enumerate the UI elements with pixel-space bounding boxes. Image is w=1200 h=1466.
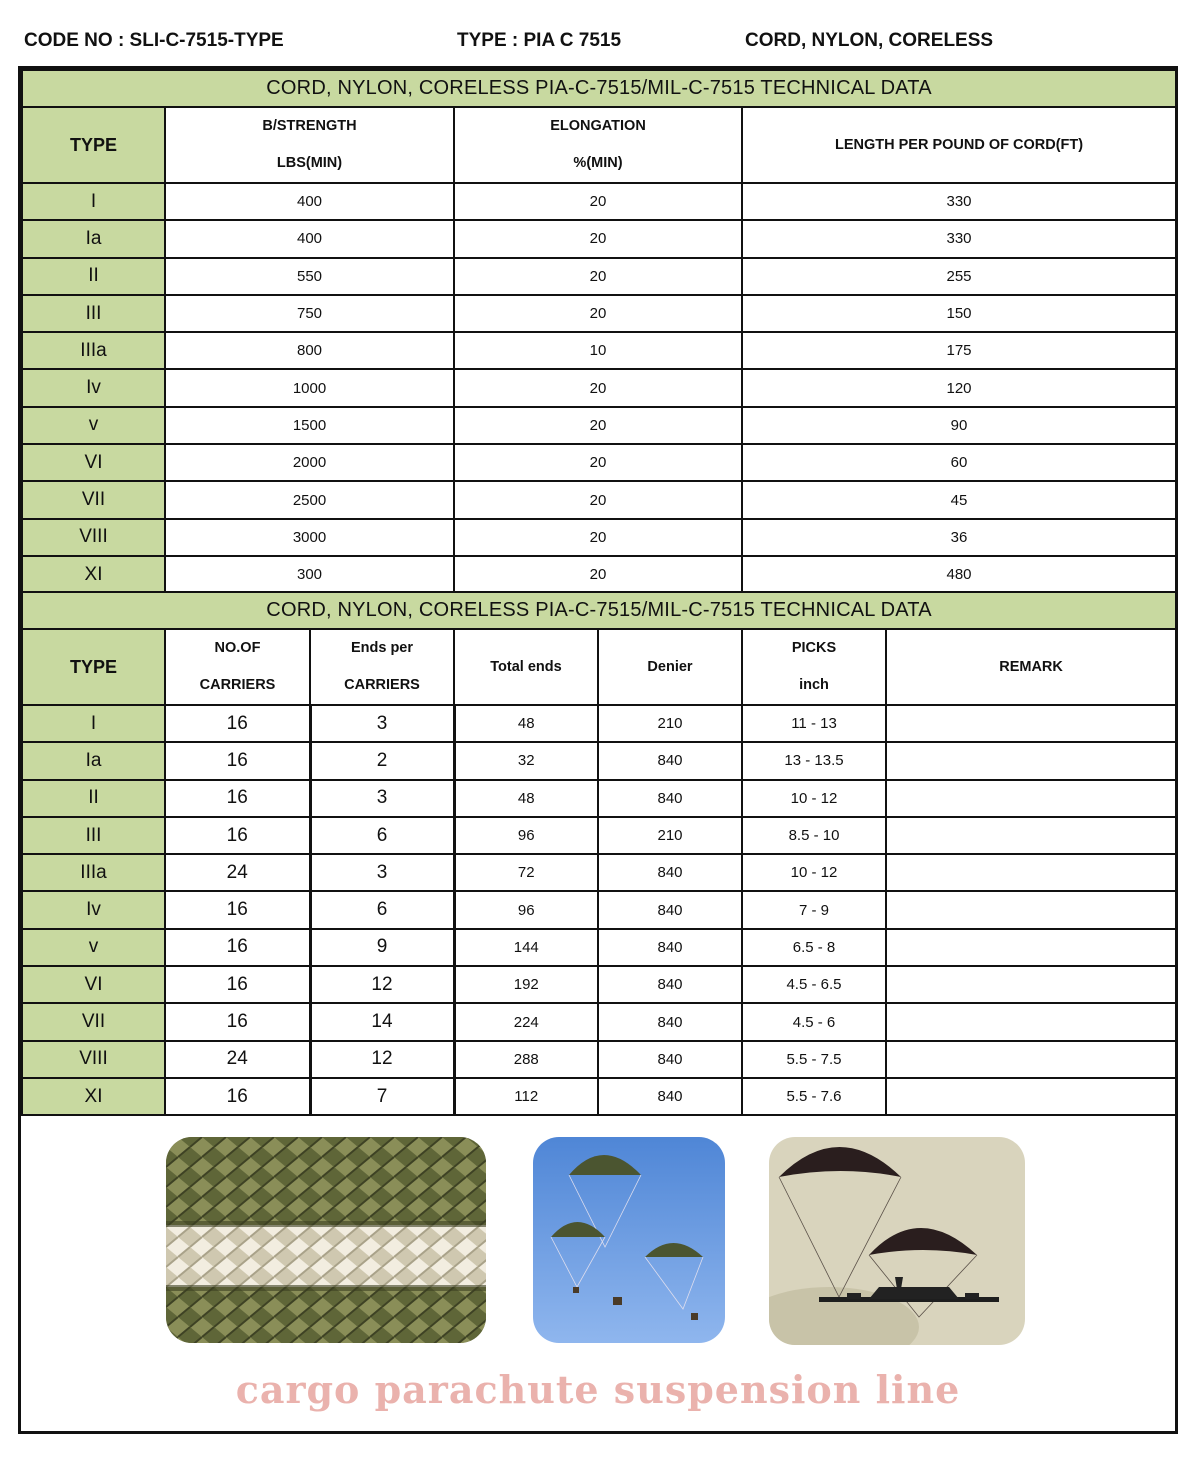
- table-row: [22, 220, 1176, 257]
- carriers-cell: 24: [165, 854, 310, 891]
- carriers-cell: 16: [165, 780, 310, 817]
- table-row: [22, 817, 1176, 854]
- carriers-cell: 16: [165, 817, 310, 854]
- table-row: [22, 705, 1176, 742]
- length-cell: 330: [742, 183, 1176, 220]
- elongation-header: [454, 107, 742, 183]
- total-ends-cell: 96: [454, 891, 598, 928]
- total-ends-cell: 288: [454, 1041, 598, 1078]
- ends-cell: 2: [310, 742, 454, 779]
- denier-cell: 210: [598, 817, 742, 854]
- picks-cell: 4.5 - 6.5: [742, 966, 886, 1003]
- length-cell: 90: [742, 407, 1176, 444]
- ends-cell: 9: [310, 929, 454, 966]
- elongation-header-line1: ELONGATION: [550, 118, 646, 134]
- table-row: [22, 407, 1176, 444]
- total-ends-header: Total ends: [454, 629, 598, 705]
- strength-cell: 2000: [165, 444, 454, 481]
- denier-cell: 840: [598, 1003, 742, 1040]
- strength-cell: 3000: [165, 519, 454, 556]
- table-row: [22, 332, 1176, 369]
- carriers-header-line1: NO.OF: [214, 640, 261, 656]
- length-cell: 330: [742, 220, 1176, 257]
- elongation-cell: 20: [454, 407, 742, 444]
- product-description: CORD, NYLON, CORELESS: [745, 30, 994, 51]
- elongation-cell: 20: [454, 519, 742, 556]
- technical-data-table-strength: [21, 69, 1177, 594]
- picks-header: [742, 629, 886, 705]
- parachute-drop-sky-photo-icon: [533, 1137, 725, 1343]
- type-cell: v: [22, 929, 165, 966]
- ends-header: [310, 629, 454, 705]
- table-row: [22, 891, 1176, 928]
- total-ends-cell: 112: [454, 1078, 598, 1115]
- carriers-header: [165, 629, 310, 705]
- total-ends-cell: 48: [454, 780, 598, 817]
- type-cell: II: [22, 780, 165, 817]
- total-ends-cell: 72: [454, 854, 598, 891]
- table-row: [22, 929, 1176, 966]
- type-cell: v: [22, 407, 165, 444]
- denier-cell: 840: [598, 966, 742, 1003]
- length-cell: 255: [742, 258, 1176, 295]
- table-row: [22, 295, 1176, 332]
- type-cell: VI: [22, 966, 165, 1003]
- length-header: LENGTH PER POUND OF CORD(FT): [742, 107, 1176, 183]
- carriers-cell: 16: [165, 742, 310, 779]
- denier-cell: 210: [598, 705, 742, 742]
- total-ends-cell: 192: [454, 966, 598, 1003]
- denier-cell: 840: [598, 929, 742, 966]
- type-cell: XI: [22, 1078, 165, 1115]
- length-cell: 45: [742, 481, 1176, 518]
- type-cell: VII: [22, 1003, 165, 1040]
- table-row: [22, 1078, 1176, 1115]
- length-cell: 480: [742, 556, 1176, 593]
- denier-cell: 840: [598, 1078, 742, 1115]
- strength-cell: 400: [165, 220, 454, 257]
- strength-header: [165, 107, 454, 183]
- carriers-cell: 16: [165, 1003, 310, 1040]
- carriers-cell: 16: [165, 1078, 310, 1115]
- denier-cell: 840: [598, 780, 742, 817]
- ends-cell: 3: [310, 705, 454, 742]
- ends-cell: 12: [310, 966, 454, 1003]
- elongation-cell: 20: [454, 556, 742, 593]
- ends-header-line1: Ends per: [350, 640, 414, 656]
- elongation-header-line2: %(MIN): [573, 155, 623, 171]
- ends-cell: 6: [310, 817, 454, 854]
- total-ends-cell: 32: [454, 742, 598, 779]
- total-ends-cell: 96: [454, 817, 598, 854]
- ends-cell: 3: [310, 854, 454, 891]
- type-cell: Iv: [22, 369, 165, 406]
- strength-cell: 800: [165, 332, 454, 369]
- type-cell: VIII: [22, 1041, 165, 1078]
- picks-cell: 7 - 9: [742, 891, 886, 928]
- length-cell: 175: [742, 332, 1176, 369]
- type-header: TYPE: [22, 629, 165, 705]
- braided-cord-photo-icon: [166, 1137, 486, 1343]
- denier-header: Denier: [598, 629, 742, 705]
- table-row: [22, 966, 1176, 1003]
- type-cell: III: [22, 817, 165, 854]
- table-banner: CORD, NYLON, CORELESS PIA-C-7515/MIL-C-7515 TECHNICAL DATA: [22, 70, 1176, 107]
- strength-cell: 1500: [165, 407, 454, 444]
- ends-cell: 6: [310, 891, 454, 928]
- picks-header-line1: PICKS: [791, 640, 837, 656]
- type-code: TYPE : PIA C 7515: [457, 30, 622, 51]
- carriers-cell: 24: [165, 1041, 310, 1078]
- elongation-cell: 20: [454, 444, 742, 481]
- table-row: [22, 258, 1176, 295]
- total-ends-cell: 144: [454, 929, 598, 966]
- ends-header-line2: CARRIERS: [344, 677, 420, 693]
- type-cell: VII: [22, 481, 165, 518]
- carriers-cell: 16: [165, 929, 310, 966]
- type-cell: VIII: [22, 519, 165, 556]
- picks-header-line2: inch: [799, 677, 829, 693]
- remark-cell: [886, 780, 1176, 817]
- type-cell: Ia: [22, 220, 165, 257]
- type-header: TYPE: [22, 107, 165, 183]
- picks-cell: 13 - 13.5: [742, 742, 886, 779]
- elongation-cell: 20: [454, 220, 742, 257]
- length-cell: 60: [742, 444, 1176, 481]
- type-cell: IIIa: [22, 854, 165, 891]
- denier-cell: 840: [598, 854, 742, 891]
- type-cell: VI: [22, 444, 165, 481]
- ends-cell: 14: [310, 1003, 454, 1040]
- carriers-header-line2: CARRIERS: [199, 677, 276, 693]
- type-cell: II: [22, 258, 165, 295]
- remark-cell: [886, 817, 1176, 854]
- strength-cell: 2500: [165, 481, 454, 518]
- cargo-plane-parachutes-photo-icon: [769, 1137, 1025, 1345]
- ends-cell: 3: [310, 780, 454, 817]
- table-row: [22, 1041, 1176, 1078]
- type-cell: I: [22, 705, 165, 742]
- denier-cell: 840: [598, 891, 742, 928]
- table-row: [22, 742, 1176, 779]
- total-ends-cell: 224: [454, 1003, 598, 1040]
- carriers-cell: 16: [165, 891, 310, 928]
- table-row: [22, 780, 1176, 817]
- elongation-cell: 20: [454, 369, 742, 406]
- length-cell: 36: [742, 519, 1176, 556]
- ends-cell: 7: [310, 1078, 454, 1115]
- elongation-cell: 20: [454, 481, 742, 518]
- picks-cell: 10 - 12: [742, 854, 886, 891]
- photo-caption: cargo parachute suspension line: [235, 1367, 961, 1412]
- ends-cell: 12: [310, 1041, 454, 1078]
- denier-cell: 840: [598, 742, 742, 779]
- strength-cell: 300: [165, 556, 454, 593]
- table-row: [22, 556, 1176, 593]
- spec-sheet-frame: [18, 66, 1178, 1434]
- technical-data-table-construction: [21, 591, 1177, 1116]
- remark-cell: [886, 1003, 1176, 1040]
- table-row: [22, 481, 1176, 518]
- elongation-cell: 20: [454, 183, 742, 220]
- remark-cell: [886, 1041, 1176, 1078]
- strength-cell: 550: [165, 258, 454, 295]
- picks-cell: 5.5 - 7.5: [742, 1041, 886, 1078]
- table-row: [22, 444, 1176, 481]
- remark-cell: [886, 742, 1176, 779]
- remark-cell: [886, 854, 1176, 891]
- picks-cell: 11 - 13: [742, 705, 886, 742]
- table-row: [22, 854, 1176, 891]
- remark-cell: [886, 705, 1176, 742]
- total-ends-cell: 48: [454, 705, 598, 742]
- elongation-cell: 20: [454, 258, 742, 295]
- picks-cell: 10 - 12: [742, 780, 886, 817]
- photo-strip: [21, 1137, 1175, 1427]
- elongation-cell: 10: [454, 332, 742, 369]
- picks-cell: 5.5 - 7.6: [742, 1078, 886, 1115]
- remark-cell: [886, 929, 1176, 966]
- strength-header-line1: B/STRENGTH: [262, 118, 357, 134]
- table-row: [22, 1003, 1176, 1040]
- table-row: [22, 369, 1176, 406]
- remark-cell: [886, 966, 1176, 1003]
- table-row: [22, 519, 1176, 556]
- strength-cell: 1000: [165, 369, 454, 406]
- remark-cell: [886, 891, 1176, 928]
- remark-header: REMARK: [886, 629, 1176, 705]
- remark-cell: [886, 1078, 1176, 1115]
- length-cell: 120: [742, 369, 1176, 406]
- denier-cell: 840: [598, 1041, 742, 1078]
- type-cell: Ia: [22, 742, 165, 779]
- type-cell: III: [22, 295, 165, 332]
- table-row: [22, 183, 1176, 220]
- type-cell: XI: [22, 556, 165, 593]
- strength-cell: 400: [165, 183, 454, 220]
- code-number: CODE NO : SLI-C-7515-TYPE: [24, 30, 284, 51]
- picks-cell: 6.5 - 8: [742, 929, 886, 966]
- length-cell: 150: [742, 295, 1176, 332]
- strength-header-line2: LBS(MIN): [276, 155, 343, 171]
- strength-cell: 750: [165, 295, 454, 332]
- type-cell: I: [22, 183, 165, 220]
- carriers-cell: 16: [165, 966, 310, 1003]
- document-header: [0, 30, 1200, 56]
- table-banner: CORD, NYLON, CORELESS PIA-C-7515/MIL-C-7515 TECHNICAL DATA: [22, 592, 1176, 629]
- elongation-cell: 20: [454, 295, 742, 332]
- type-cell: Iv: [22, 891, 165, 928]
- carriers-cell: 16: [165, 705, 310, 742]
- type-cell: IIIa: [22, 332, 165, 369]
- picks-cell: 8.5 - 10: [742, 817, 886, 854]
- picks-cell: 4.5 - 6: [742, 1003, 886, 1040]
